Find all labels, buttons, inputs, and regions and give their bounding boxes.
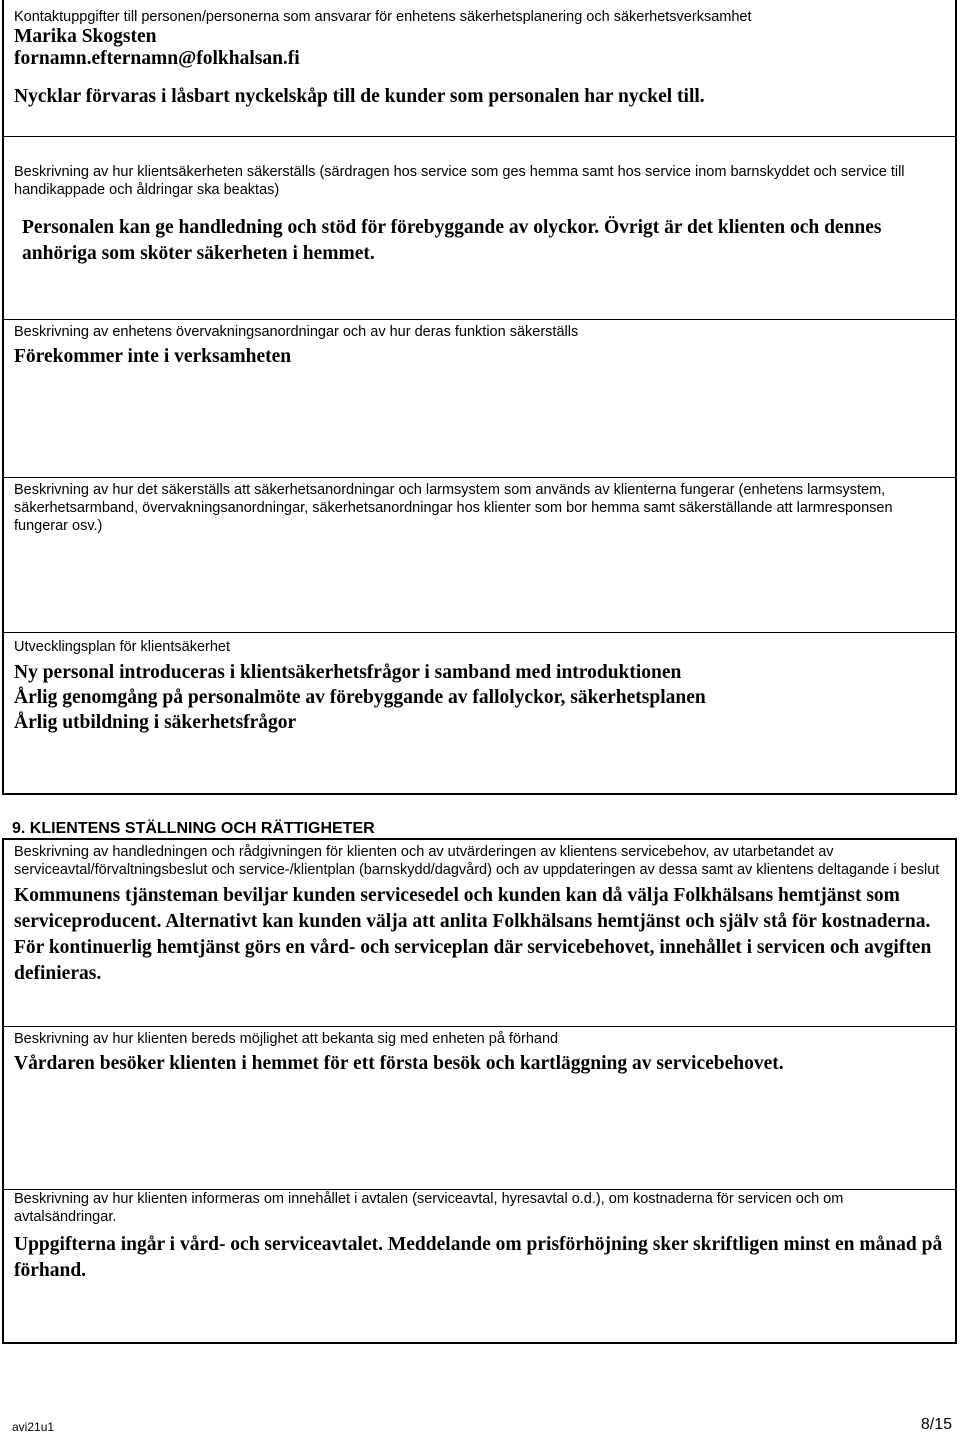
surveillance-label: Beskrivning av enhetens övervakningsanordningar och av hur deras funktion säkerställs [14,324,579,340]
guidance-section [4,840,955,1027]
acquaint-label: Beskrivning av hur klienten bereds möjlighet att bekanta sig med enheten på förhand [14,1031,559,1047]
client-safety-answer: Personalen kan ge handledning och stöd för förebyggande av olyckor. Övrigt är det klienten och dennes anhöriga som sköter säkerheten i hemmet. [22,217,882,264]
development-plan-label: Utvecklingsplan för klientsäkerhet [14,639,230,655]
acquaint-answer: Vårdaren besöker klienten i hemmet för ett första besök och kartläggning av servicebehovet. [14,1053,784,1074]
contact-email: fornamn.efternamn@folkhalsan.fi [14,48,300,69]
page-number: 8/15 [920,1416,952,1433]
guidance-label: Beskrivning av handledningen och rådgivningen för klienten och av utvärderingen av klientens servicebehov, av utarbetandet av serviceavtal/förvaltningsbeslut och service-/klientplan (barnskydd/dagvård) och av uppdateringen av dessa samt av klientens deltagande i beslut [14,844,940,878]
informed-section [4,1190,955,1342]
informed-answer: Uppgifterna ingår i vård- och serviceavtalet. Meddelande om prisförhöjning sker skriftligen minst en månad på förhand. [14,1234,943,1281]
section-heading: 9. KLIENTENS STÄLLNING OCH RÄTTIGHETER [12,820,375,837]
acquaint-section [4,1027,955,1190]
guidance-answer: Kommunens tjänsteman beviljar kunden servicesedel och kunden kan då välja Folkhälsans hemtjänst som serviceproducent. Alternativt kan kunden välja att anlita Folkhälsans hemtjänst och själv stå för kostnaderna. För kontinuerlig hemtjänst görs en vård- och serviceplan där servicebehovet, innehållet i servicen och avgiften definieras. [14,885,932,984]
alarm-systems-section [4,478,955,633]
contact-name: Marika Skogsten [14,26,157,47]
surveillance-section [4,320,955,478]
contact-section [4,0,955,137]
contact-label: Kontaktuppgifter till personen/personerna som ansvarar för enhetens säkerhetsplanering och säkerhetsverksamhet [14,9,752,25]
development-plan-line: Årlig genomgång på personalmöte av förebyggande av fallolyckor, säkerhetsplanen [14,687,706,708]
client-safety-label: Beskrivning av hur klientsäkerheten säkerställs (särdragen hos service som ges hemma samt hos service inom barnskyddet och service till handikappade och åldringar ska beaktas) [14,164,905,198]
keys-note: Nycklar förvaras i låsbart nyckelskåp till de kunder som personalen har nyckel till. [14,86,705,107]
client-rights-box [2,838,957,1344]
client-safety-section [4,137,955,320]
safety-form-box [2,0,957,795]
alarm-systems-label: Beskrivning av hur det säkerställs att säkerhetsanordningar och larmsystem som används av klienterna fungerar (enhetens larmsystem, säkerhetsarmband, övervakningsanordningar, säkerhetsanordningar hos klienter som bor hemma samt säkerställande att larmresponsen fungerar osv.) [14,482,893,534]
informed-label: Beskrivning av hur klienten informeras om innehållet i avtalen (serviceavtal, hyresavtal o.d.), om kostnaderna för servicen och om avtalsändringar. [14,1191,844,1225]
development-plan-section [4,633,955,793]
development-plan-line: Årlig utbildning i säkerhetsfrågor [14,712,297,733]
surveillance-answer: Förekommer inte i verksamheten [14,346,292,367]
document-code: avi21u1 [12,1420,55,1434]
development-plan-line: Ny personal introduceras i klientsäkerhetsfrågor i samband med introduktionen [14,662,682,683]
